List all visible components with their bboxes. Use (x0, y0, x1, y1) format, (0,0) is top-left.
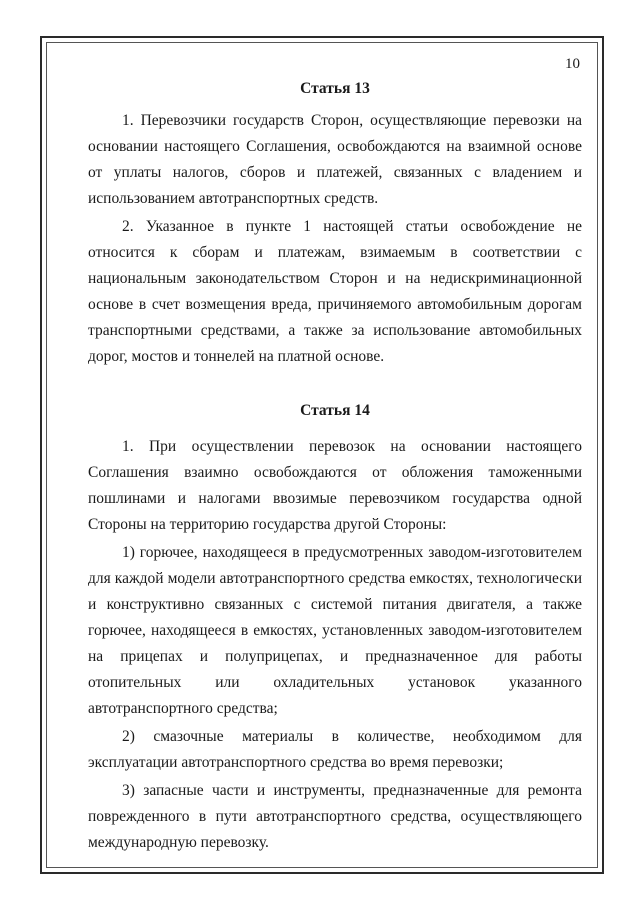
page-number: 10 (565, 56, 580, 72)
article-13-paragraph-1: 1. Перевозчики государств Сторон, осуществляющие перевозки на основании настоящего Соглашения, освобождаются на взаимной основе от уплаты налогов, сборов и платежей, связанных с владением и использованием автотранспортных средств. (88, 112, 582, 207)
article-14-title: Статья 14 (300, 402, 370, 419)
article-13-title: Статья 13 (300, 80, 370, 97)
document-body (88, 78, 582, 858)
article-14-item-3: 3) запасные части и инструменты, предназначенные для ремонта поврежденного в пути автотранспортного средства, осуществляющего международную перевозку. (88, 782, 582, 851)
article-14-item-2: 2) смазочные материалы в количестве, необходимом для эксплуатации автотранспортного средства во время перевозки; (88, 728, 582, 771)
article-14-paragraph-1: 1. При осуществлении перевозок на основании настоящего Соглашения взаимно освобождаются от обложения таможенными пошлинами и налогами ввозимые перевозчиком государства одной Стороны на территорию государства другой Стороны: (88, 438, 582, 533)
article-14-item-1: 1) горючее, находящееся в предусмотренных заводом-изготовителем для каждой модели автотранспортного средства емкостях, технологически и конструктивно связанных с системой питания двигателя, а также горючее, находящееся в емкостях, установленных заводом-изготовителем на прицепах и полуприцепах, и предназначенное для работы отопительных или охладительных установок указанного автотранспортного средства; (88, 544, 582, 717)
article-13-paragraph-2: 2. Указанное в пункте 1 настоящей статьи освобождение не относится к сборам и платежам, взимаемым в соответствии с национальным законодательством Сторон и на недискриминационной основе в счет возмещения вреда, причиняемого автомобильным дорогам транспортными средствами, а также за использование автомобильных дорог, мостов и тоннелей на платной основе. (88, 218, 582, 365)
